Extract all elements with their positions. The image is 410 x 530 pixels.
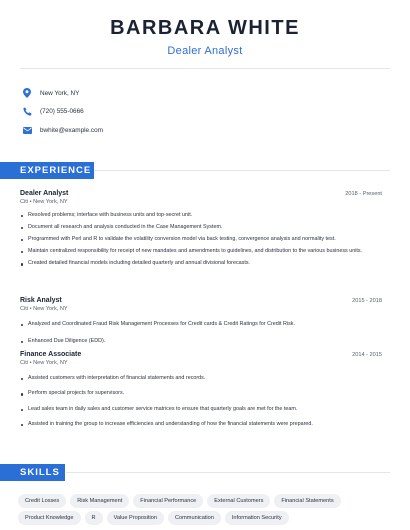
- job-company-location: Citi • New York, NY: [20, 360, 68, 366]
- contact-location: [22, 84, 103, 102]
- skill-chip: Information Security: [225, 511, 289, 525]
- bullet-item: Lead sales team in daily sales and customer service matrices to ensure that quarterly goals are met for the team.: [20, 406, 382, 414]
- bullet-item: Assisted in training the group to increase efficiencies and understanding of how the financial statements were prepared.: [20, 421, 382, 429]
- job-title: Risk Analyst: [20, 297, 62, 304]
- job-entry: [20, 351, 382, 366]
- phone-icon: [22, 107, 32, 117]
- job-dates: 2014 - 2015: [352, 352, 382, 358]
- skill-chip: Financial Performance: [133, 494, 203, 508]
- job-dates: 2015 - 2018: [352, 298, 382, 304]
- job-company-location: Citi • New York, NY: [20, 306, 68, 312]
- bullet-item: Resolved problems; interface with business units and top-secret unit.: [20, 212, 382, 220]
- skill-chip: Credit Losses: [18, 494, 66, 508]
- contact-email: [22, 121, 103, 139]
- job-entry: [20, 297, 382, 312]
- bullet-item: Enhanced Due Diligence (EDD).: [20, 338, 382, 346]
- job-dates: 2018 - Present: [345, 191, 382, 197]
- bullet-item: Programmed with Perl and R to validate the volatility conversion model via back testing, convergence analysis and normality test.: [20, 236, 382, 244]
- skill-chip: R: [85, 511, 103, 525]
- job-bullets: [20, 375, 382, 429]
- header-divider: [20, 68, 390, 69]
- bullet-item: Maintain centralized responsibility for receipt of new mandates and amendments to guidelines, and distribution to the various business units.: [20, 248, 382, 256]
- bullet-item: Document all research and analysis conducted in the Case Management System.: [20, 224, 382, 232]
- skill-chip: Financial Statements: [274, 494, 340, 508]
- skill-chip: Communication: [168, 511, 221, 525]
- job-entry: [20, 190, 382, 205]
- contact-list: [22, 84, 103, 139]
- experience-heading: EXPERIENCE: [0, 162, 94, 179]
- job-company-location: Citi • New York, NY: [20, 199, 68, 205]
- candidate-name: BARBARA WHITE: [110, 17, 300, 39]
- job-bullets: [20, 321, 382, 345]
- phone-text: (720) 555-0666: [40, 108, 84, 115]
- bullet-item: Created detailed financial models including detailed quarterly and annual divisional forecasts.: [20, 260, 382, 268]
- email-text: bwhite@example.com: [40, 126, 103, 134]
- skills-list: [18, 494, 400, 528]
- location-text: New York, NY: [40, 89, 80, 97]
- skill-chip: Risk Management: [70, 494, 129, 508]
- skills-divider: [66, 472, 390, 473]
- contact-phone: [22, 103, 103, 121]
- skills-heading: SKILLS: [0, 464, 65, 481]
- location-pin-icon: [22, 88, 32, 98]
- email-icon: [22, 125, 32, 135]
- job-title: Dealer Analyst: [20, 190, 69, 197]
- skill-chip: Product Knowledge: [18, 511, 81, 525]
- bullet-item: Assisted customers with interpretation of financial statements and records.: [20, 375, 382, 383]
- candidate-title: Dealer Analyst: [167, 45, 243, 57]
- experience-divider: [95, 170, 390, 171]
- job-title: Finance Associate: [20, 351, 82, 358]
- bullet-item: Analyzed and Coordinated Fraud Risk Management Processes for Credit cards & Credit Ratings for Credit Risk.: [20, 321, 382, 329]
- skill-chip: External Customers: [207, 494, 270, 508]
- bullet-item: Perform special projects for supervisors.: [20, 390, 382, 398]
- job-bullets: [20, 212, 382, 268]
- resume-header: [0, 0, 410, 57]
- skill-chip: Value Proposition: [107, 511, 164, 525]
